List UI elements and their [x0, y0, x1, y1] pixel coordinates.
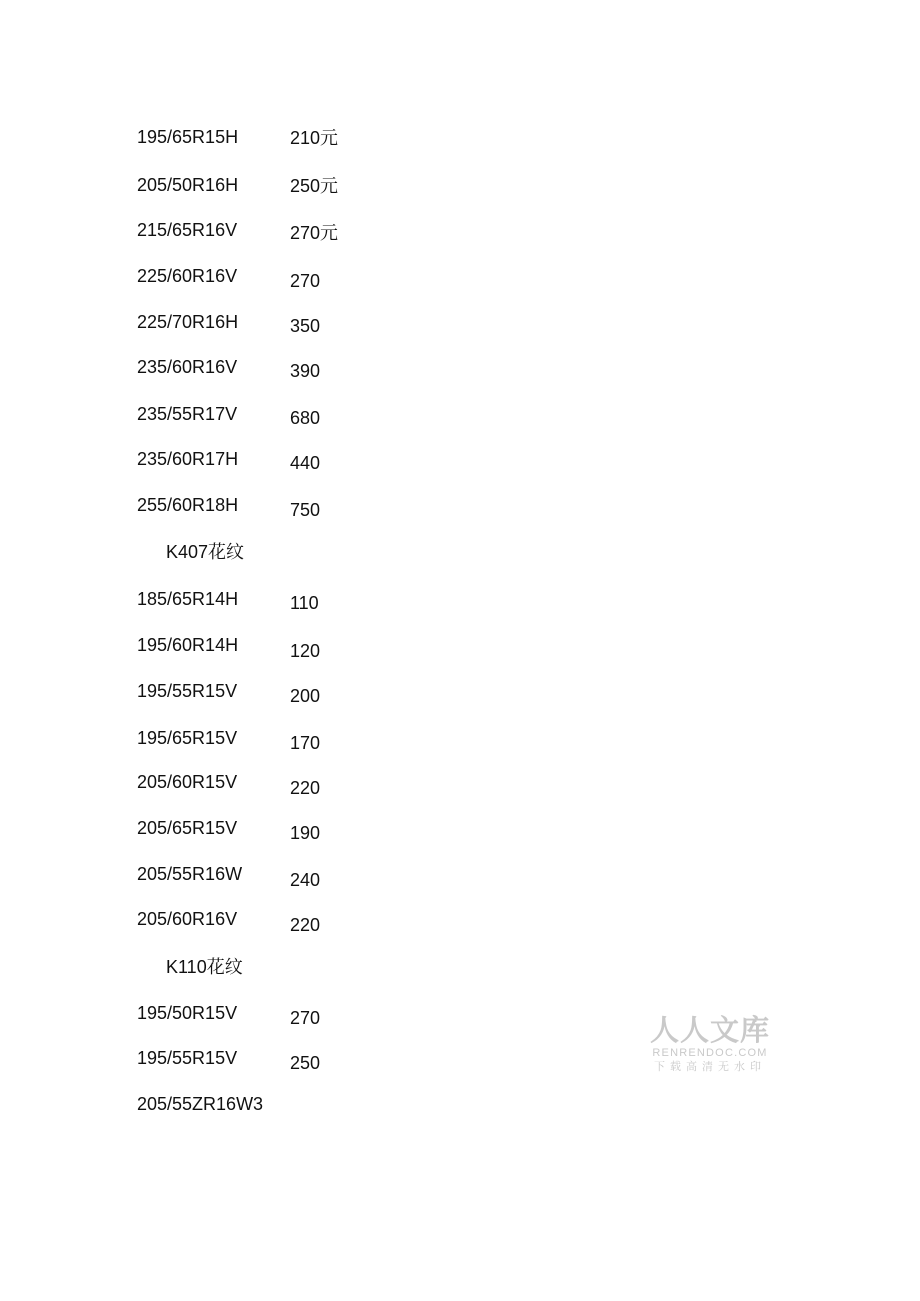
- tire-size: 205/55ZR16W3: [137, 1094, 264, 1114]
- tire-size: 235/60R17H: [137, 449, 239, 469]
- tire-price: 190: [290, 823, 321, 843]
- watermark-url: RENRENDOC.COM: [652, 1047, 768, 1059]
- tire-price: 250: [290, 1053, 321, 1073]
- watermark-subtitle: 下载高清无水印: [654, 1061, 766, 1073]
- tire-price: 250元: [290, 176, 339, 196]
- tire-size: 185/65R14H: [137, 589, 239, 609]
- tire-size: 225/60R16V: [137, 266, 238, 286]
- tire-size: 195/65R15V: [137, 728, 238, 748]
- tire-price: 220: [290, 778, 321, 798]
- tire-size: 215/65R16V: [137, 220, 238, 240]
- tire-price: 210元: [290, 128, 339, 148]
- tire-size: 205/60R16V: [137, 909, 238, 929]
- tire-price: 680: [290, 408, 321, 428]
- tire-price: 440: [290, 453, 321, 473]
- tire-size: 225/70R16H: [137, 312, 239, 332]
- tire-price: 750: [290, 500, 321, 520]
- tire-price: 240: [290, 870, 321, 890]
- tire-price: 170: [290, 733, 321, 753]
- tire-price: 220: [290, 915, 321, 935]
- tire-size: 235/60R16V: [137, 357, 238, 377]
- tire-size: 205/65R15V: [137, 818, 238, 838]
- tire-price: 350: [290, 316, 321, 336]
- tire-price: 120: [290, 641, 321, 661]
- tire-price: 390: [290, 361, 321, 381]
- tire-size: 195/60R14H: [137, 635, 239, 655]
- tire-price: 200: [290, 686, 321, 706]
- tire-size: 205/50R16H: [137, 175, 239, 195]
- tire-price: 270: [290, 271, 321, 291]
- tire-price: 270: [290, 1008, 321, 1028]
- tire-size: 205/55R16W: [137, 864, 243, 884]
- tire-size: 195/55R15V: [137, 1048, 238, 1068]
- tire-price: 110: [290, 593, 319, 613]
- tire-size: 235/55R17V: [137, 404, 238, 424]
- tire-size: 195/55R15V: [137, 681, 238, 701]
- tire-size: 195/65R15H: [137, 127, 239, 147]
- watermark-logo-text: 人人文库: [649, 1013, 770, 1047]
- tread-pattern-heading: K407花纹: [166, 542, 245, 562]
- tire-size: 255/60R18H: [137, 495, 239, 515]
- tire-size: 195/50R15V: [137, 1003, 238, 1023]
- tread-pattern-heading: K110花纹: [166, 957, 243, 977]
- tire-price: 270元: [290, 223, 339, 243]
- tire-size: 205/60R15V: [137, 772, 238, 792]
- watermark: [646, 1014, 774, 1074]
